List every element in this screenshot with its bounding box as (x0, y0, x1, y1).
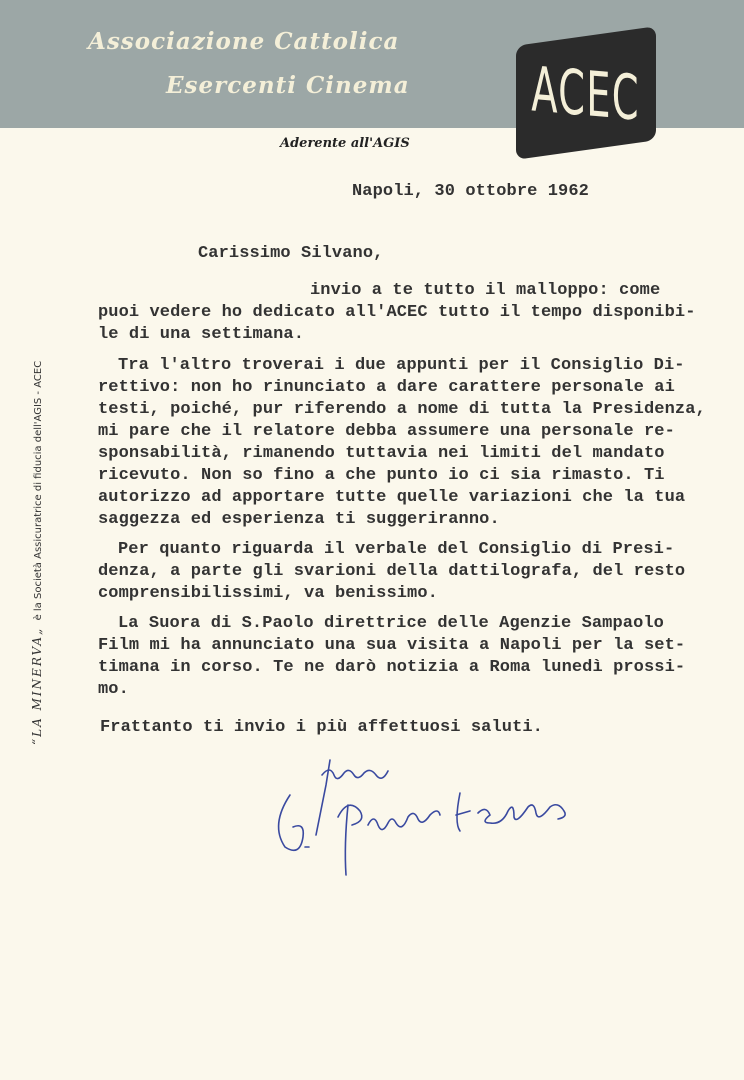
side-note-text: è la Società Assicuratrice di fiducia dell'AGIS - ACEC (33, 360, 44, 621)
letter-line: denza, a parte gli svarioni della dattilografa, del resto (98, 562, 686, 581)
affiliation: Aderente all'AGIS (280, 136, 410, 151)
letter-line: timana in corso. Te ne darò notizia a Roma lunedì prossi- (98, 658, 686, 677)
logo-text: ACEC (531, 51, 641, 135)
letter-line: invio a te tutto il malloppo: come (310, 281, 661, 300)
letter-line: Per quanto riguarda il verbale del Consiglio di Presi- (118, 540, 675, 559)
letter-line: Frattanto ti invio i più affettuosi saluti. (100, 718, 543, 737)
letter-line: Tra l'altro troverai i due appunti per il Consiglio Di- (118, 356, 685, 375)
letter-line: Film mi ha annunciato una sua visita a Napoli per la set- (98, 636, 686, 655)
letter-line: testi, poiché, pur riferendo a nome di tutta la Presidenza, (98, 400, 706, 419)
letter-line: ricevuto. Non so fino a che punto io ci sia rimasto. Ti (98, 466, 665, 485)
letter-line: puoi vedere ho dedicato all'ACEC tutto il tempo disponibi- (98, 303, 696, 322)
letter-line: mo. (98, 680, 129, 699)
acec-logo (516, 26, 656, 160)
org-name-line2: Esercenti Cinema (166, 72, 410, 99)
side-note (30, 361, 44, 745)
letter-line: le di una settimana. (98, 325, 305, 344)
letter-line: saggezza ed esperienza ti suggeriranno. (98, 510, 500, 529)
letter-date: Napoli, 30 ottobre 1962 (352, 182, 589, 201)
letter-line: La Suora di S.Paolo direttrice delle Agenzie Sampaolo (118, 614, 664, 633)
signature (260, 755, 600, 885)
letter-line: rettivo: non ho rinunciato a dare carattere personale ai (98, 378, 675, 397)
org-name-line1: Associazione Cattolica (88, 28, 400, 55)
letter-line: comprensibilissimi, va benissimo. (98, 584, 438, 603)
letter-line: sponsabilità, rimanendo tuttavia nei limiti del mandato (98, 444, 665, 463)
letter-line: mi pare che il relatore debba assumere una personale re- (98, 422, 675, 441)
side-note-name: “LA MINERVA„ (30, 626, 44, 745)
letter-line: autorizzo ad apportare tutte quelle variazioni che la tua (98, 488, 686, 507)
salutation: Carissimo Silvano, (198, 244, 384, 263)
